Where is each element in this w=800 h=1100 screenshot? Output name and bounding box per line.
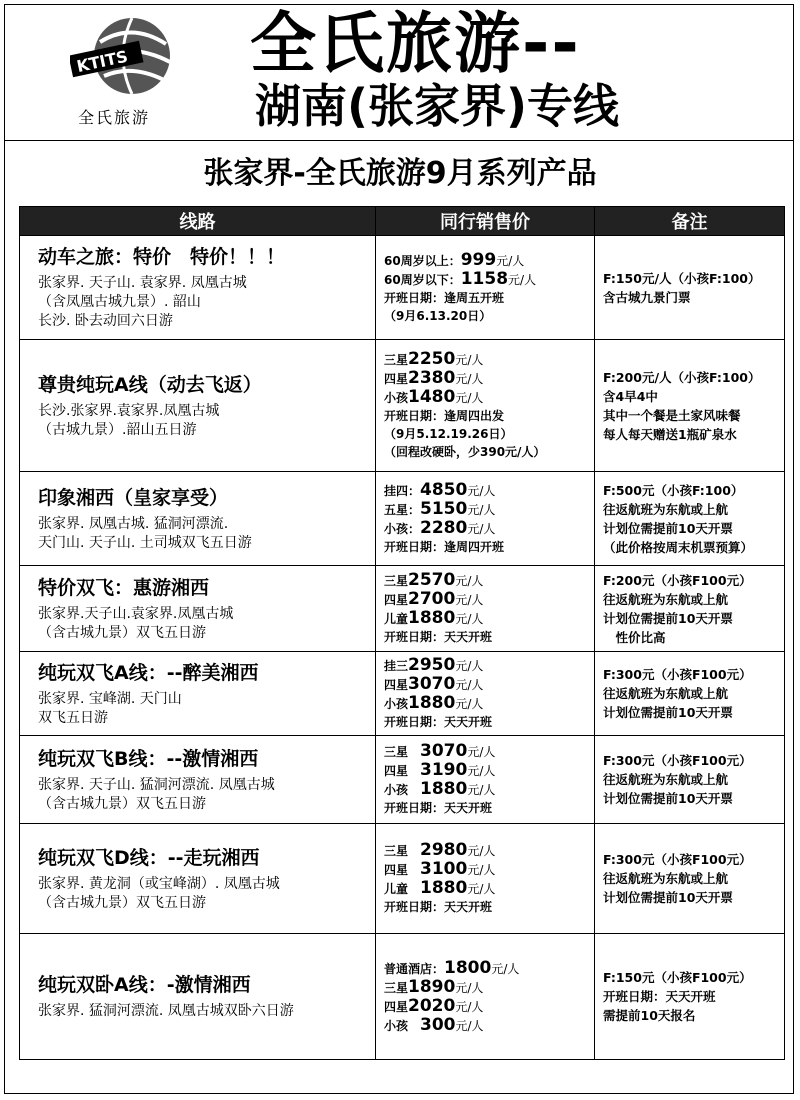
table-row [20,472,785,566]
price-label: 儿童 [384,612,409,626]
price-label: 60周岁以下： [384,272,461,287]
route-cell [20,652,376,736]
route-cell [20,736,376,824]
price-amount: 1880 [420,779,468,799]
price-label: 60周岁以上： [384,253,461,268]
route-name: 特价双飞：惠游湘西 [38,576,210,599]
notes-cell [595,566,785,652]
price-amount: 300 [420,1014,456,1035]
price-amount: 2570 [408,570,456,590]
price-line [384,978,586,997]
price-amount: 2700 [408,589,456,609]
route-name: 纯玩双飞D线：--走玩湘西 [38,846,260,869]
route-description-line: 双飞五日游 [38,709,108,726]
price-unit: 元/人 [455,659,484,673]
price-label: 三星 [384,353,409,367]
price-line [384,251,586,270]
price-label: 三星 [384,574,409,588]
ktits-globe-logo [70,12,180,102]
route-cell [20,824,376,934]
price-line [384,898,586,916]
price-line [384,1016,586,1035]
price-amount: 3070 [408,674,456,694]
note-line: 计划位需提前10天开票 [603,520,733,536]
price-cell [376,472,595,566]
price-line [384,388,586,407]
note-line: 往返航班为东航或上航 [603,686,729,701]
price-amount: 1480 [408,387,456,407]
logo-text: KTITS [74,46,130,76]
price-cell [376,236,595,340]
price-line [384,369,586,388]
price-line [384,407,586,425]
note-line: F:200元（小孩F100元） [603,572,752,588]
price-line [384,799,586,817]
price-label: 小孩： [384,522,421,536]
route-name: 尊贵纯玩A线（动去飞返） [38,373,262,396]
note-line: 含古城九景门票 [603,289,691,305]
price-label: 挂三 [384,659,409,673]
price-label: 五星： [384,503,421,517]
price-label: 普通酒店： [384,961,445,976]
price-amount: 1880 [408,693,456,713]
price-unit: 元/人 [467,503,496,517]
price-amount: 4850 [420,480,468,500]
column-header-notes: 备注 [595,207,785,236]
price-unit: 元/人 [508,272,537,287]
route-description-line: 长沙.张家界.袁家界.凤凰古城 [38,402,220,419]
price-amount: 1158 [460,268,509,289]
price-amount: 1880 [420,878,468,898]
price-amount: 5150 [420,499,468,519]
route-name: 印象湘西（皇家享受） [38,486,229,509]
notes-cell [595,736,785,824]
route-description-line: 天门山. 天子山. 土司城双飞五日游 [38,534,252,551]
price-label: （9月6.13.20日） [384,308,492,323]
table-row [20,824,785,934]
price-label: 四星 [384,999,409,1014]
price-label: 四星 [384,678,409,692]
route-cell [20,236,376,340]
price-line [384,675,586,694]
price-label: 四星 [384,593,409,607]
price-label: 小孩 [384,1018,421,1033]
price-amount: 1890 [408,976,456,997]
price-label: 小孩 [384,697,409,711]
price-line [384,307,586,325]
price-unit: 元/人 [455,1018,484,1033]
price-unit: 元/人 [467,863,496,877]
route-cell [20,340,376,472]
price-label: 四星 [384,863,421,877]
route-description-line: （含古城九景）双飞五日游 [38,624,206,641]
price-amount: 3190 [420,760,468,780]
note-line: 开班日期：天天开班 [603,989,716,1004]
note-line: 含4早4中 [603,388,658,404]
price-line [384,959,586,978]
route-cell [20,472,376,566]
note-line: 性价比高 [603,629,666,645]
price-unit: 元/人 [467,745,496,759]
price-unit: 元/人 [455,353,484,367]
price-label: 四星 [384,372,409,386]
notes-cell [595,652,785,736]
note-line: 往返航班为东航或上航 [603,591,729,607]
price-line [384,628,586,646]
price-amount: 3070 [420,741,468,761]
price-label: 开班日期：逢周四开班 [384,540,505,554]
price-cell [376,824,595,934]
price-unit: 元/人 [467,783,496,797]
header-divider [4,140,794,141]
price-unit: 元/人 [467,844,496,858]
table-row [20,652,785,736]
table-row [20,934,785,1060]
price-label: 三星 [384,745,421,759]
route-description-line: 张家界. 天子山. 袁家界. 凤凰古城 [38,275,247,291]
price-line [384,481,586,500]
price-line [384,879,586,898]
note-line: 每人每天赠送1瓶矿泉水 [603,426,737,442]
brand-title: 全氏旅游-- [250,5,581,82]
price-line [384,609,586,628]
route-description-line: 张家界. 宝峰湖. 天门山 [38,690,182,707]
price-line [384,656,586,675]
route-description-line: 张家界. 凤凰古城. 猛洞河漂流. [38,515,229,532]
route-title: 湖南(张家界)专线 [255,79,620,133]
price-line [384,997,586,1016]
price-amount: 2280 [420,518,468,538]
price-line [384,270,586,289]
route-description-line: （含古城九景）双飞五日游 [38,894,206,911]
price-label: 开班日期：天天开班 [384,630,493,644]
price-cell [376,652,595,736]
note-line: （此价格按周末机票预算） [603,539,754,555]
note-line: 计划位需提前10天开票 [603,890,733,905]
price-amount: 2380 [408,368,456,388]
price-line [384,694,586,713]
price-line [384,841,586,860]
price-label: 开班日期：天天开班 [384,900,493,914]
page-subtitle: 张家界-全氏旅游9月系列产品 [203,156,597,191]
price-unit: 元/人 [455,697,484,711]
price-amount: 2980 [420,840,468,860]
price-unit: 元/人 [467,522,496,536]
column-header-route: 线路 [20,207,376,236]
route-name: 纯玩双飞B线：--激情湘西 [38,747,259,770]
note-line: F:300元（小孩F100元） [603,852,752,867]
price-line [384,590,586,609]
note-line: F:150元/人（小孩F:100） [603,270,761,286]
table-row [20,566,785,652]
route-description-line: 张家界. 猛洞河漂流. 凤凰古城双卧六日游 [38,1003,294,1019]
note-line: 往返航班为东航或上航 [603,501,729,517]
note-line: F:500元（小孩F:100） [603,482,744,498]
price-line [384,571,586,590]
note-line: 其中一个餐是土家风味餐 [603,407,741,423]
table-header-row [20,207,785,236]
price-label: 挂四： [384,484,421,498]
note-line: F:150元（小孩F100元） [603,970,752,985]
route-description-line: 张家界. 天子山. 猛洞河漂流. 凤凰古城 [38,776,275,793]
notes-cell [595,340,785,472]
price-line [384,713,586,731]
route-description-line: （含古城九景）双飞五日游 [38,795,206,812]
price-unit: 元/人 [467,882,496,896]
price-label: 小孩 [384,391,409,405]
price-label: 开班日期：天天开班 [384,715,493,729]
price-amount: 1880 [408,608,456,628]
note-line: 计划位需提前10天开票 [603,610,733,626]
price-cell [376,736,595,824]
price-label: 三星 [384,844,421,858]
price-label: 三星 [384,980,409,995]
price-line [384,742,586,761]
route-cell [20,934,376,1060]
price-amount: 2250 [408,349,456,369]
price-amount: 1800 [444,957,492,978]
price-unit: 元/人 [455,999,484,1014]
note-line: 计划位需提前10天开票 [603,791,733,806]
price-unit: 元/人 [455,574,484,588]
route-description-line: 张家界.天子山.袁家界.凤凰古城 [38,605,234,622]
price-line [384,538,586,556]
price-amount: 3100 [420,859,468,879]
note-line: 需提前10天报名 [603,1008,696,1023]
price-unit: 元/人 [455,612,484,626]
note-line: 往返航班为东航或上航 [603,871,729,886]
price-unit: 元/人 [455,678,484,692]
price-label: 儿童 [384,882,421,896]
price-line [384,500,586,519]
note-line: F:200元/人（小孩F:100） [603,369,761,385]
price-line [384,860,586,879]
notes-cell [595,934,785,1060]
price-line [384,761,586,780]
route-description-line: 张家界. 黄龙洞（或宝峰湖）. 凤凰古城 [38,875,280,892]
price-amount: 2020 [408,995,456,1016]
price-unit: 元/人 [491,961,520,976]
table-row [20,340,785,472]
note-line: F:300元（小孩F100元） [603,667,752,682]
note-line: 往返航班为东航或上航 [603,772,729,787]
price-cell [376,566,595,652]
note-line: 计划位需提前10天开票 [603,705,733,720]
price-unit: 元/人 [455,593,484,607]
price-line [384,443,586,461]
column-header-price: 同行销售价 [376,207,595,236]
price-label: 开班日期：天天开班 [384,801,493,815]
header [0,0,800,140]
price-line [384,519,586,538]
product-table [19,206,785,1060]
price-unit: 元/人 [455,391,484,405]
price-amount: 2950 [408,655,456,675]
route-name: 动车之旅：特价 特价！！！ [38,246,286,268]
price-label: 开班日期：逢周四出发 [384,409,505,423]
price-label: （9月5.12.19.26日） [384,427,513,441]
price-label: 小孩 [384,783,421,797]
note-line: F:300元（小孩F100元） [603,753,752,768]
price-line [384,780,586,799]
notes-cell [595,472,785,566]
price-cell [376,934,595,1060]
route-description-line: （含凤凰古城九景）. 韶山 [38,294,201,310]
price-label: （回程改硬卧，少390元/人） [384,445,546,459]
price-amount: 999 [460,249,497,270]
route-name: 纯玩双卧A线：-激情湘西 [38,974,251,996]
price-line [384,425,586,443]
price-unit: 元/人 [467,484,496,498]
price-line [384,289,586,307]
route-description-line: （古城九景）.韶山五日游 [38,421,197,438]
route-cell [20,566,376,652]
price-unit: 元/人 [455,372,484,386]
price-unit: 元/人 [496,253,525,268]
route-description-line: 长沙. 卧去动回六日游 [38,313,173,329]
price-cell [376,340,595,472]
table-row [20,736,785,824]
table-row [20,236,785,340]
notes-cell [595,824,785,934]
price-label: 四星 [384,764,421,778]
notes-cell [595,236,785,340]
logo-caption: 全氏旅游 [78,108,151,127]
price-label: 开班日期：逢周五开班 [384,290,505,305]
price-unit: 元/人 [467,764,496,778]
price-unit: 元/人 [455,980,484,995]
price-line [384,350,586,369]
route-name: 纯玩双飞A线：--醉美湘西 [38,661,259,684]
